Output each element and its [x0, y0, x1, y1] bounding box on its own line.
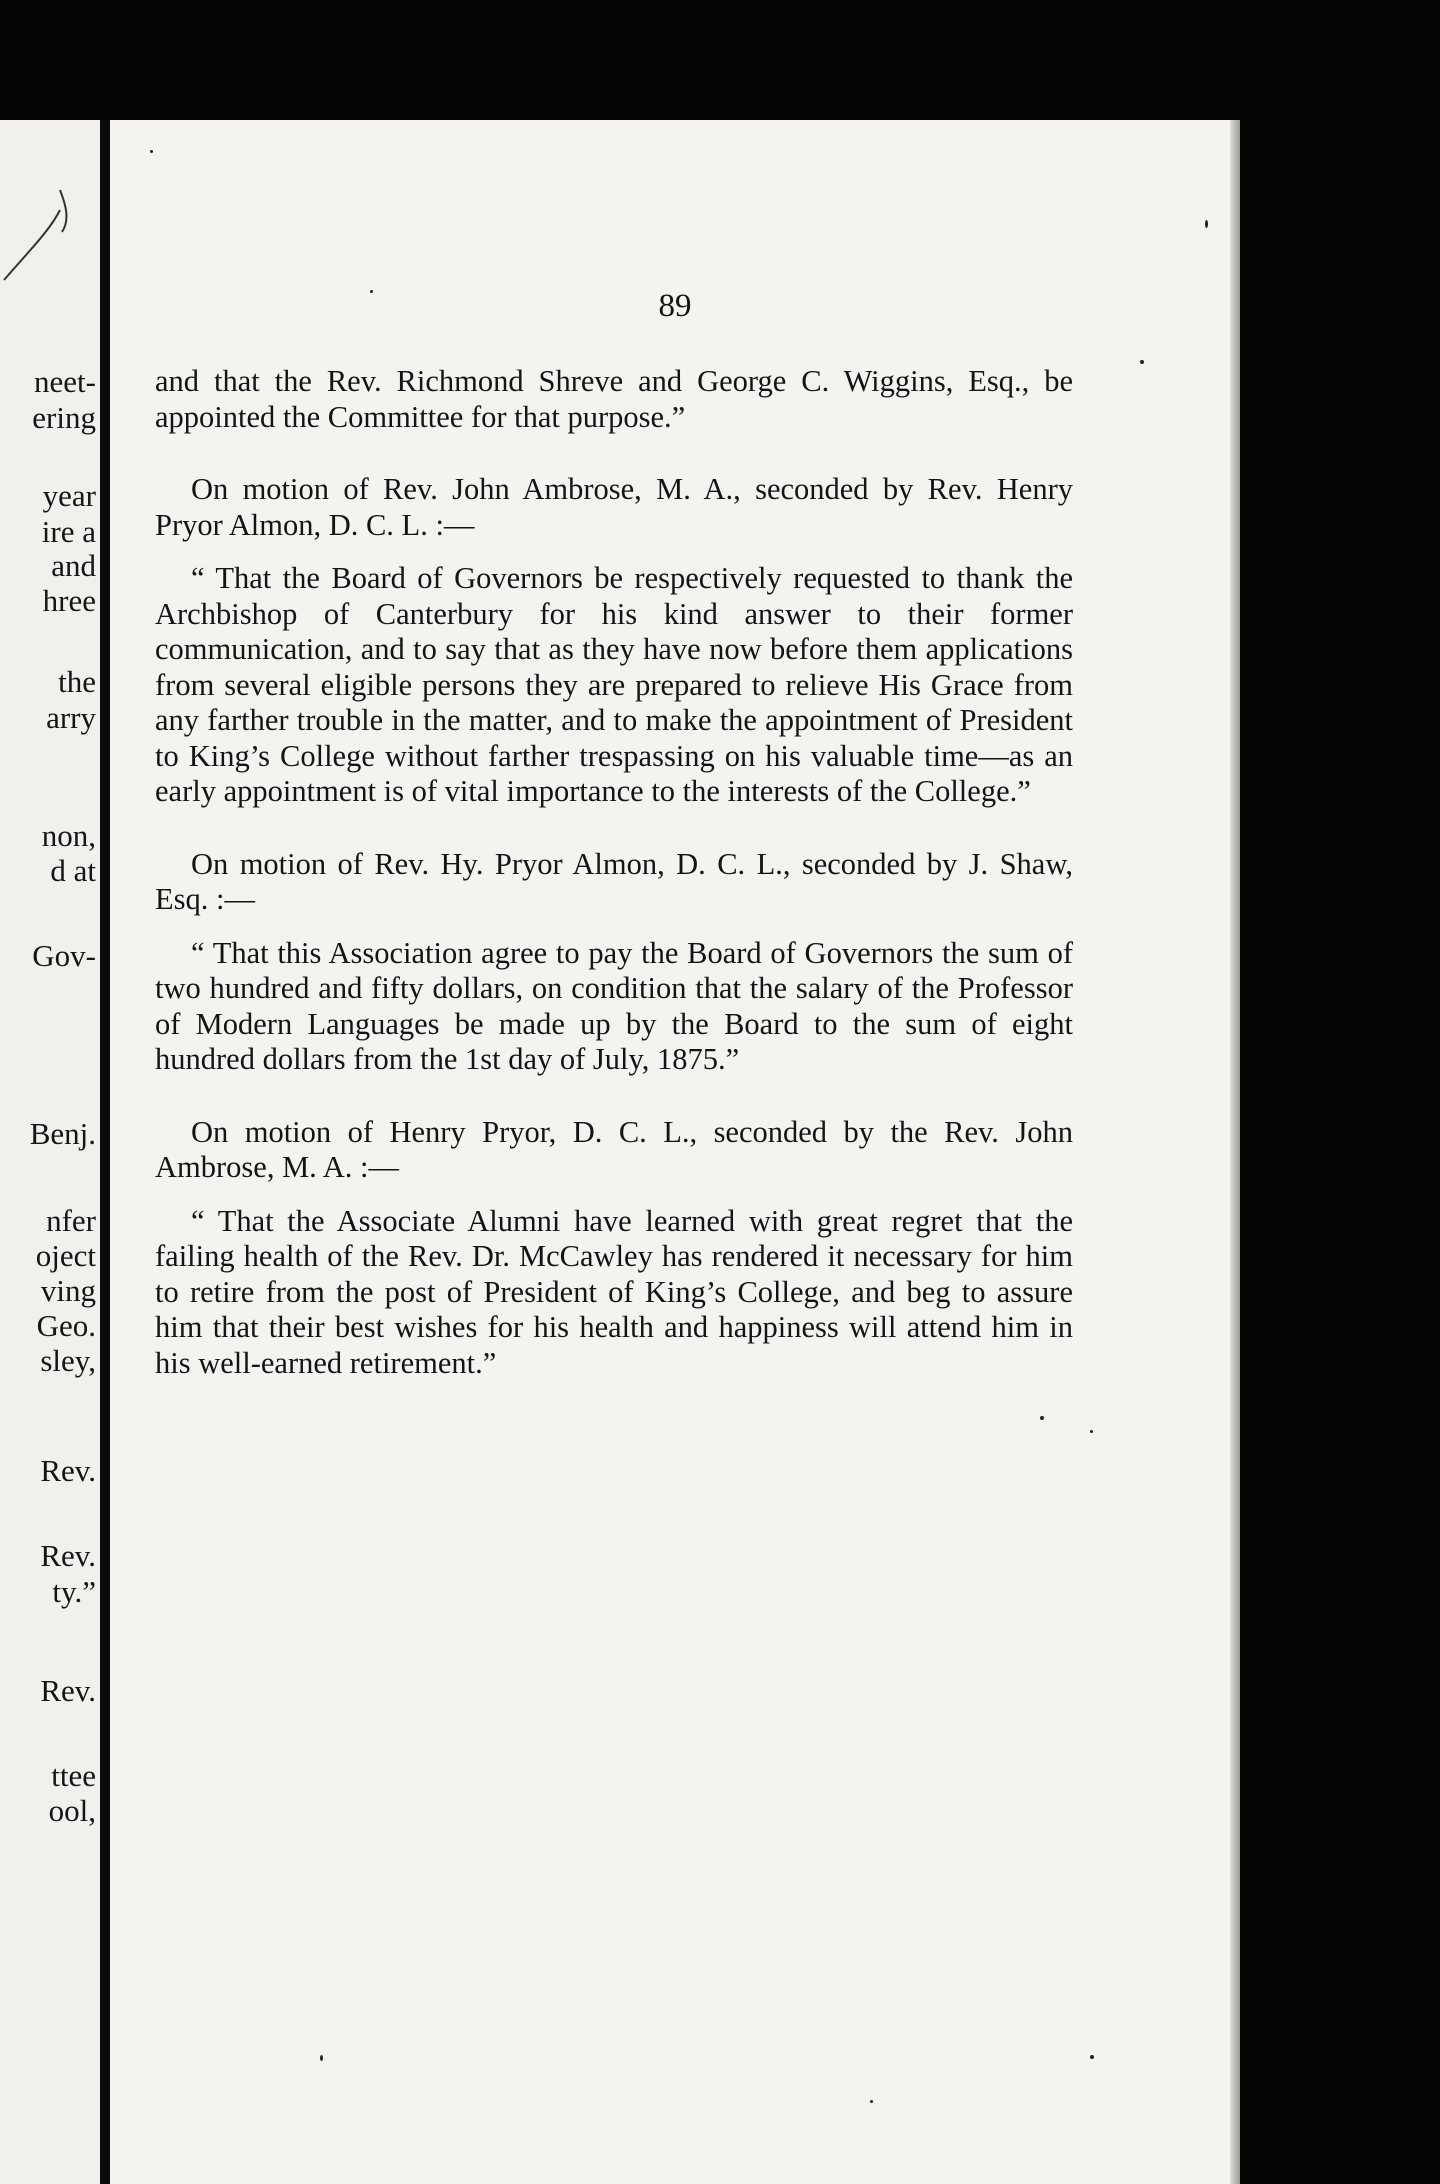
ink-speck	[1140, 360, 1144, 364]
resolution-paragraph: “ That the Associate Alumni have learned with great regret that the failing health of the Rev. Dr. McCawley has rendered it necessary for him to retire from the post of President of King’s College, and beg to assure him that their best wishes for his health and happiness will attend him in his well-earned retirement.”	[155, 1203, 1073, 1380]
left-page-fragment: the	[58, 664, 96, 699]
left-page-fragment: year	[42, 478, 96, 513]
ink-speck	[1040, 1416, 1044, 1420]
left-page-fragment: Rev.	[40, 1673, 96, 1708]
motion-paragraph: On motion of Rev. Hy. Pryor Almon, D. C. L., seconded by J. Shaw, Esq. :—	[155, 846, 1073, 916]
ink-curve-mark	[0, 150, 95, 310]
page-gutter	[100, 120, 110, 2184]
left-page-fragment: non,	[41, 818, 96, 853]
ink-speck	[320, 2055, 323, 2061]
ink-speck	[150, 150, 153, 153]
left-page-fragment: oject	[35, 1238, 96, 1273]
page-edge-shadow	[1230, 120, 1240, 2184]
left-page-fragment: ttee	[51, 1758, 96, 1793]
left-page-fragment: Gov-	[32, 938, 96, 973]
continuation-paragraph: and that the Rev. Richmond Shreve and George C. Wiggins, Esq., be appointed the Committee for that purpose.”	[155, 364, 1073, 434]
left-page-fragment: arry	[46, 700, 96, 735]
left-page-fragment: Rev.	[40, 1538, 96, 1573]
left-page-fragment: and	[51, 548, 96, 583]
left-page-fragment: hree	[42, 583, 96, 618]
left-page-fragment: Geo.	[36, 1308, 96, 1343]
resolution-paragraph: “ That the Board of Governors be respectively requested to thank the Archbishop of Canterbury for his kind answer to their former communication, and to say that as they have now before them applications from several eligible persons they are prepared to relieve His Grace from any farther trouble in the matter, and to make the appointment of President to King’s College without farther trespassing on his valuable time—as an early appointment is of vital importance to the interests of the College.”	[155, 561, 1073, 808]
page-number: 89	[658, 288, 692, 324]
ink-speck	[870, 2100, 873, 2103]
ink-speck	[1205, 220, 1208, 228]
book-page	[110, 120, 1240, 2184]
left-page-fragment: Benj.	[29, 1116, 96, 1151]
left-facing-page	[0, 120, 100, 2184]
left-page-fragment: Rev.	[40, 1453, 96, 1488]
motion-paragraph: On motion of Rev. John Ambrose, M. A., seconded by Rev. Henry Pryor Almon, D. C. L. :—	[155, 472, 1073, 542]
page-body	[155, 364, 1073, 1381]
left-page-fragment: sley,	[40, 1343, 96, 1378]
left-page-fragment: ving	[40, 1273, 96, 1308]
ink-speck	[1090, 2055, 1094, 2059]
left-page-fragment: ering	[32, 400, 96, 435]
left-page-fragment: ool,	[48, 1793, 96, 1828]
left-page-fragment: neet-	[34, 364, 96, 399]
resolution-paragraph: “ That this Association agree to pay the Board of Governors the sum of two hundred and fifty dollars, on condition that the salary of the Professor of Modern Languages be made up by the Board to the sum of eight hundred dollars from the 1st day of July, 1875.”	[155, 935, 1073, 1076]
left-page-fragment: ty.”	[52, 1574, 96, 1609]
left-page-fragment: nfer	[46, 1203, 96, 1238]
left-page-fragment: d at	[50, 853, 96, 888]
ink-speck	[1090, 1430, 1093, 1433]
motion-paragraph: On motion of Henry Pryor, D. C. L., seconded by the Rev. John Ambrose, M. A. :—	[155, 1114, 1073, 1184]
left-page-fragment: ire a	[41, 514, 96, 549]
